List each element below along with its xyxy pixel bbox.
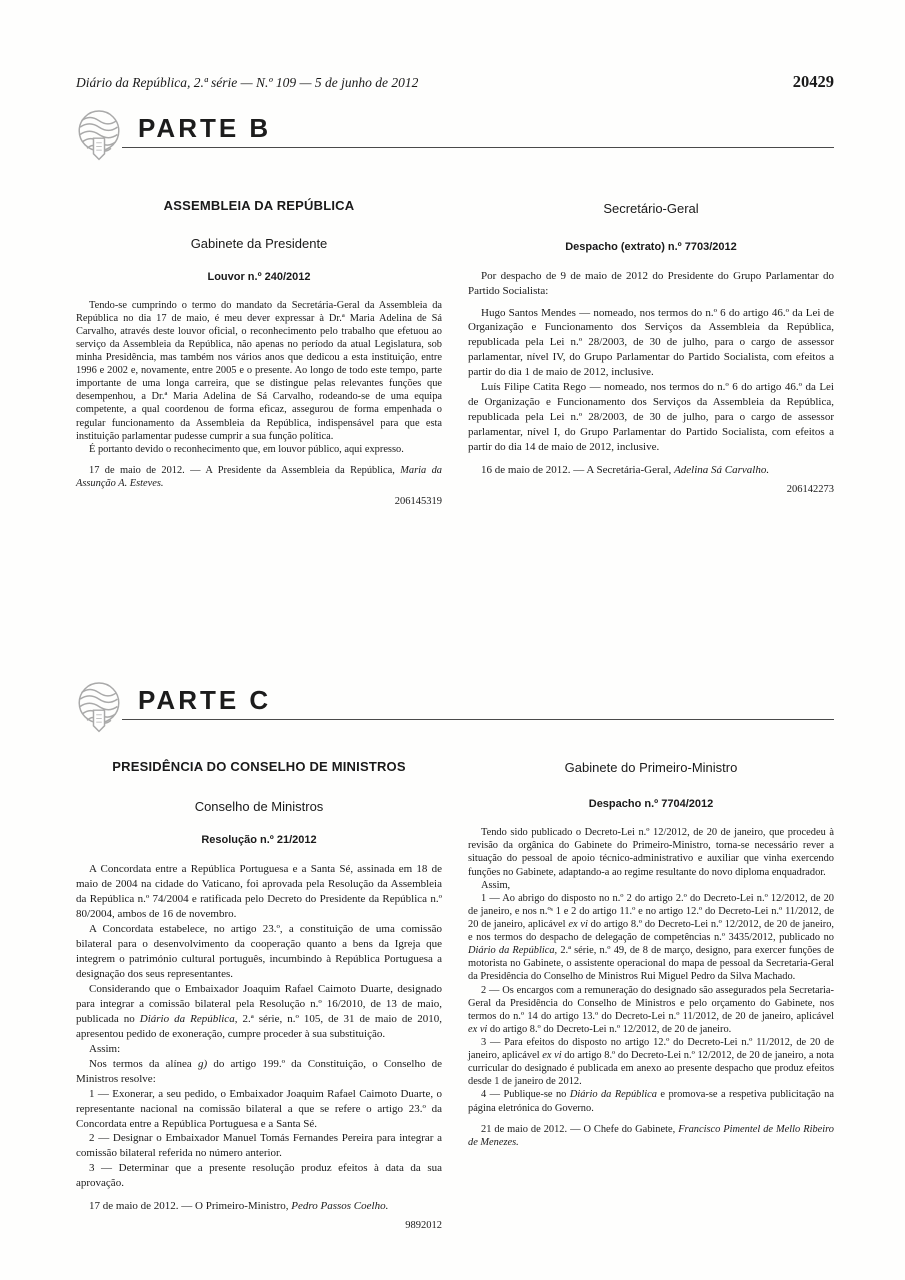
parte-c-band (76, 678, 834, 742)
text-segment: Nos termos da alínea (89, 1057, 198, 1070)
paragraph (76, 1042, 442, 1057)
dept-title-gabinete-da-presidente: Gabinete da Presidente (190, 236, 328, 252)
text-segment: 4 — Publique-se no (481, 1089, 570, 1101)
text-segment: 3 — Para efeitos do disposto no artigo 12.º do Decreto-Lei n.º 11/2012, de 20 de janeiro, aplicável (468, 1036, 834, 1062)
text-segment: A Concordata estabelece, no artigo 23.º, a constituição de uma comissão bilateral para o desenvolvimento da cooperação quanto a bens da Igreja que integrem o património cultural português, incumbindo à República Portuguesa a designação dos seus representantes. (76, 923, 442, 980)
paragraph (468, 463, 834, 478)
text-segment: É portanto devido o reconhecimento que, em louvor público, aqui expresso. (89, 443, 404, 455)
text-segment: 2.ª série, n.º 49, de 8 de março, designo, para exercer funções de motorista no Gabinete, o assistente operacional do mapa de pessoal da Secretaria-Geral da Presidência do Conselho de Ministros Rui Miguel Pedro da Silva Machado. (468, 945, 834, 983)
text-segment: 17 de maio de 2012. — A Presidente da Assembleia da República, (89, 464, 401, 476)
dept-title-gabinete-do-primeiro-ministro: Gabinete do Primeiro-Ministro (564, 760, 738, 775)
doc-title-louvor-240-2012: Louvor n.º 240/2012 (207, 270, 311, 283)
org-title-presidencia-conselho-ministros: PRESIDÊNCIA DO CONSELHO DE MINISTROS (112, 759, 406, 774)
parte-b-band (76, 106, 834, 170)
text-segment: Por despacho de 9 de maio de 2012 do Presidente do Grupo Parlamentar do Partido Socialista: (468, 269, 834, 297)
parte-b-columns (76, 198, 834, 508)
paragraph (468, 1036, 834, 1088)
paragraph (76, 1087, 442, 1132)
text-segment: do artigo 8.º do Decreto-Lei n.º 12/2012, de 20 de janeiro, a nota curricular do designado é publicada em anexo ao presente despacho que produz efeitos desde 1 de janeiro de 2012. (468, 1050, 835, 1088)
org-title-assembleia-da-republica: ASSEMBLEIA DA REPÚBLICA (163, 198, 355, 213)
parte-b-right-column (468, 198, 834, 508)
page-header (76, 72, 834, 92)
text-segment: do artigo 199.º da Constituição, o Conselho de Ministros resolve: (76, 1057, 442, 1085)
italic-text-segment: ex vi (542, 1050, 562, 1062)
paragraph (468, 1088, 834, 1114)
doc-title-resolucao-21-2012: Resolução n.º 21/2012 (201, 834, 317, 847)
text-segment: , 2.ª série, n.º 105, de 31 de maio de 2010, apresentou pedido de exoneração, cumpre proceder à sua substituição. (76, 1012, 443, 1040)
text-segment: do artigo 8.º do Decreto-Lei n.º 12/2012, de 20 de janeiro. (487, 1023, 732, 1035)
italic-text-segment: Diário da República (569, 1089, 657, 1101)
text-segment: A Concordata entre a República Portuguesa e a Santa Sé, assinada em 18 de maio de 2004 na cidade do Vaticano, foi aprovada pela Resolução da Assembleia da República n.º 74/2004 e ratificada pelo Decreto do Presidente da República n.º 80/2004, ambos de 16 de novembro. (76, 863, 442, 921)
gazette-emblem-icon (76, 106, 122, 164)
italic-text-segment: Maria da Assunção A. Esteves. (76, 464, 443, 490)
louvor-body (76, 299, 442, 491)
paragraph (76, 299, 442, 443)
parte-c-right-column (468, 758, 834, 1233)
dept-title-conselho-de-ministros: Conselho de Ministros (194, 798, 324, 814)
parte-b-left-column (76, 198, 442, 508)
paragraph (468, 380, 834, 455)
gazette-emblem-icon (76, 678, 122, 736)
text-segment: Considerando que o Embaixador Joaquim Rafael Caimoto Duarte, designado para integrar a comissão bilateral pela Resolução n.º 16/2010, de 13 de maio, publicada no (76, 982, 442, 1025)
despacho-7703-body (468, 269, 834, 478)
doc-title-despacho-7703-2012: Despacho (extrato) n.º 7703/2012 (565, 240, 737, 253)
text-segment: Hugo Santos Mendes — nomeado, nos termos do n.º 6 do artigo 46.º da Lei de Organização e Funcionamento dos Serviços da Assembleia da República, republicada pela Lei n.º 28/2003, de 30 de julho, para o cargo de assessor parlamentar, nível IV, do Grupo Parlamentar do Partido Socialista, com efeitos a partir do dia 1 de maio de 2012, inclusive. (468, 306, 834, 379)
doc-ref-number: 9892012 (405, 1220, 442, 1232)
paragraph (468, 892, 834, 984)
italic-text-segment: Diário da República, (468, 945, 558, 957)
italic-text-segment: Pedro Passos Coelho. (291, 1200, 389, 1213)
text-segment: 2 — Os encargos com a remuneração do designado são assegurados pela Secretaria-Geral da Presidência do Conselho de Ministros e pelo orçamento do Gabinete, nos termos do n.º 14 do artigo 13.º do Decreto-Lei n.º 11/2012, de 20 de janeiro, aplicável (468, 984, 834, 1022)
paragraph (468, 879, 834, 892)
text-segment: Assim: (89, 1042, 121, 1055)
doc-title-despacho-7704-2012: Despacho n.º 7704/2012 (588, 798, 714, 811)
text-segment: Tendo sido publicado o Decreto-Lei n.º 12/2012, de 20 de janeiro, que procedeu à revisão da orgânica do Gabinete do Primeiro-Ministro, torna-se necessário rever a situação do pessoal de apoio técnico-administrativo e auxiliar que vinha exercendo funções no Gabinete, adaptando-a ao regime resultante do novo diploma enquadrador. (468, 827, 834, 878)
italic-text-segment: g) (197, 1057, 208, 1070)
text-segment: 2 — Designar o Embaixador Manuel Tomás Fernandes Pereira para integrar a comissão bilateral referida no número anterior. (76, 1132, 442, 1160)
italic-text-segment: Diário da República (139, 1012, 235, 1025)
despacho-7704-body (468, 826, 834, 1149)
text-segment: 17 de maio de 2012. — O Primeiro-Ministro, (89, 1200, 292, 1213)
parte-b-rule (122, 114, 834, 148)
journal-title-line: Diário da República, 2.ª série — N.º 109 — 5 de junho de 2012 (76, 75, 419, 90)
dept-title-secretario-geral: Secretário-Geral (603, 201, 699, 216)
doc-ref-number: 206145319 (394, 496, 442, 508)
paragraph (468, 826, 834, 878)
parte-c-left-column (76, 758, 442, 1233)
text-segment: Assim, (481, 879, 511, 891)
paragraph (468, 984, 834, 1036)
paragraph (76, 443, 442, 456)
paragraph (468, 269, 834, 299)
italic-text-segment: ex vi (468, 1023, 488, 1035)
parte-b-title: PARTE B (138, 113, 272, 143)
text-segment: 1 — Ao abrigo do disposto no n.º 2 do artigo 2.º do Decreto-Lei n.º 12/2012, de 20 de janeiro, e nos n.ºˢ 1 e 2 do artigo 11.º e no artigo 12.º do Decreto-Lei n.º 11/2012, de 20 de janeiro, aplicável (468, 892, 834, 930)
text-segment: 1 — Exonerar, a seu pedido, o Embaixador Joaquim Rafael Caimoto Duarte, o representante nacional na comissão bilateral a que se refere o artigo 23.º da Concordata entre a República Portuguesa e a Santa Sé. (76, 1087, 442, 1130)
paragraph (76, 1161, 442, 1191)
parte-c-rule (122, 686, 834, 720)
paragraph (76, 982, 442, 1042)
paragraph (76, 1131, 442, 1161)
paragraph (76, 1199, 442, 1214)
paragraph (76, 1057, 442, 1087)
page-number: 20429 (792, 72, 834, 91)
text-segment: e promova-se a respetiva publicitação na página eletrónica do Governo. (468, 1089, 834, 1114)
parte-c-title: PARTE C (138, 685, 272, 715)
paragraph (468, 1123, 834, 1149)
paragraph (468, 306, 834, 381)
doc-ref-number: 206142273 (786, 484, 834, 496)
text-segment: 16 de maio de 2012. — A Secretária-Geral, (481, 464, 675, 477)
text-segment: Tendo-se cumprindo o termo do mandato da Secretária-Geral da Assembleia da República no dia 17 de maio, é meu dever expressar à Dr.ª Maria Adelina de Sá Carvalho, através deste louvor oficial, o reconhecimento pelo trabalho que efetuou ao serviço da Assembleia da República, não apenas no período da atual Legislatura, sob minha Presidência, mas também nos vários anos que dedicou a esta instituição, entre 1996 e 2002 e, novamente, entre 2005 e o presente. Ao longo de todo este tempo, parte importante de uma longa carreira, que se distingue pelas relevantes funções que desempenhou, a Dr.ª Maria Adelina de Sá Carvalho, rodeando-se de uma equipa competente, a qual coordenou de forma eficaz, assegurou de forma empenhada o regular funcionamento da Assembleia da República, indispensável para que esta instituição parlamentar pudesse cumprir a sua função política. (76, 299, 442, 442)
italic-text-segment: ex vi (568, 919, 588, 930)
text-segment: Luís Filipe Catita Rego — nomeado, nos termos do n.º 6 do artigo 46.º da Lei de Organização e Funcionamento dos Serviços da Assembleia da República, republicada pela Lei n.º 28/2003, de 30 de julho, para o cargo de assessor parlamentar, nível I, do Grupo Parlamentar do Partido Socialista, com efeitos a partir do dia 14 de maio de 2012, inclusive. (468, 381, 834, 454)
text-segment: 3 — Determinar que a presente resolução produz efeitos à data da sua aprovação. (76, 1162, 442, 1190)
text-segment: do artigo 8.º do Decreto-Lei n.º 12/2012, de 20 de janeiro, e nos termos do despacho de delegação de competências n.º 3435/2012, publicado no (468, 919, 834, 944)
paragraph (76, 862, 442, 922)
resolucao-body (76, 862, 442, 1214)
italic-text-segment: Adelina Sá Carvalho. (674, 464, 770, 477)
parte-c-columns (76, 758, 834, 1233)
paragraph (76, 922, 442, 982)
text-segment: 21 de maio de 2012. — O Chefe do Gabinete, (481, 1123, 679, 1135)
paragraph (76, 464, 442, 490)
italic-text-segment: Francisco Pimentel de Mello Ribeiro de Menezes. (468, 1123, 834, 1148)
